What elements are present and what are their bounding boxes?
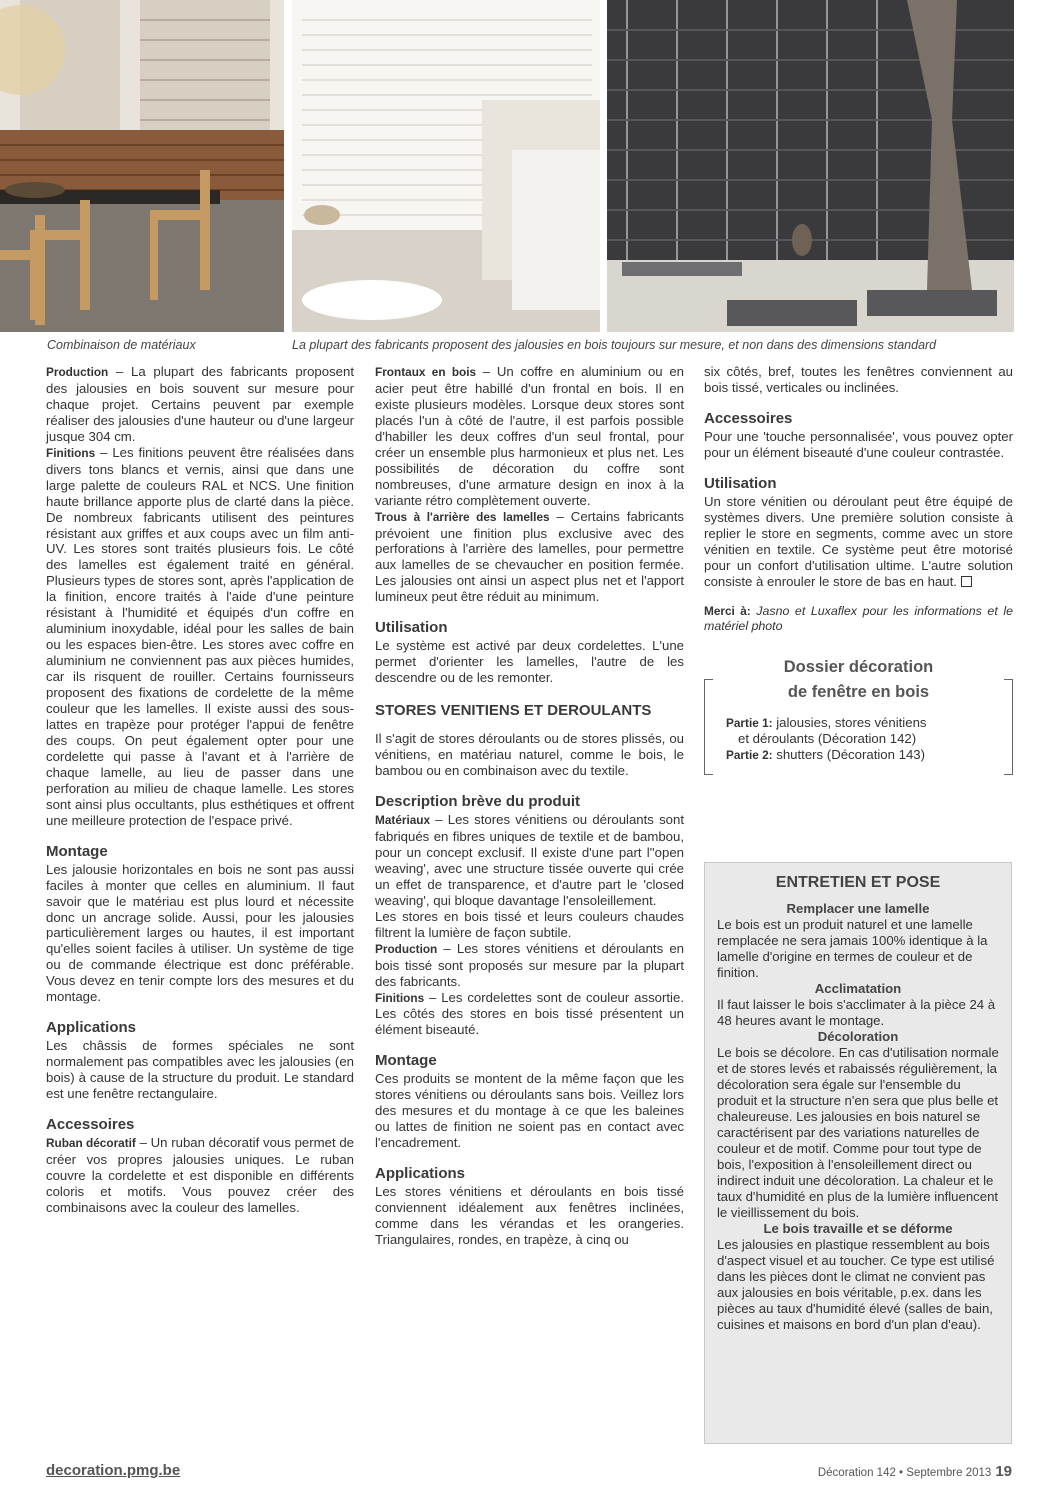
entretien-text-3: Le bois se décolore. En cas d'utilisation normale et de stores levés et rabaissés régulièrement, la décoloration sera égale sur l'ensemble du produit et la structure n'en sera que plus belle et chaleureuse. Les jalousies en bois naturel se caractérisent par des variations naturelles de couleur et de motif. Comme pour tout type de bois, l'exposition à l'ensoleillement direct ou indirect induit une décoloration. La chaleur et le taux d'humidité en plus de la lumière influencent le vieillissement du bois. [717,1045,999,1220]
text-materiaux: – Les stores vénitiens ou déroulants sont fabriqués en fibres uniques de textile et de bambou, pour un concept exclusif. Il existe d'une part l''open weaving', avec une structure tissée ouverte qui crée un effet de transparence, et d'autre part le 'closed weaving', qui bloque davantage l'ensoleillement. [375,812,684,908]
entretien-title: ENTRETIEN ET POSE [775,874,941,891]
caption-left: Combinaison de matériaux [47,338,196,352]
text-finitions-2: – Les cordelettes sont de couleur assortie. Les côtés des stores en bois tissé présentent un élément biseauté. [375,989,684,1038]
heading-description: Description brève du produit [375,793,581,811]
entretien-text-2: Il faut laisser le bois s'acclimater à la pièce 24 à 48 heures avant le montage. [717,997,996,1028]
dossier-part-1-cont: et déroulants (Décoration 142) [738,731,917,747]
photo-bedroom [292,0,600,332]
paragraph-stores: Il s'agit de stores déroulants ou de stores plissés, ou vénitiens, en matériau naturel, comme le bois, le bambou ou en combinaison avec du textile. [375,731,684,779]
dossier-part-2-lead: Partie 2: [726,748,773,763]
text-ruban: – Un ruban décoratif vous permet de créer vos propres jalousies uniques. Le ruban couvre la cordelette et est disponible en différents coloris et motifs. Vous pouvez créer des combinaisons avec la couleur des lamelles. [46,1135,354,1215]
lead-finitions: Finitions [46,445,96,460]
heading-utilisation-2: Utilisation [704,474,777,492]
paragraph-applications: Les châssis de formes spéciales ne sont normalement pas compatibles avec les jalousies (en bois) à cause de la structure du produit. Le standard est une fenêtre rectangulaire. [46,1038,354,1102]
heading-stores: STORES VENITIENS ET DEROULANTS [375,702,652,720]
paragraph-frontaux [375,364,684,509]
lead-materiaux: Matériaux [375,813,431,828]
photo-living-tree [607,0,1014,332]
heading-montage: Montage [46,842,108,860]
paragraph-ruban [46,1135,354,1216]
lead-trous: Trous à l'arrière des lamelles [375,509,550,524]
paragraph-finitions-2 [375,990,684,1039]
entretien-sub-4: Le bois travaille et se déforme [763,1221,953,1236]
footer-website-link[interactable]: decoration.pmg.be [46,1462,181,1479]
paragraph-continuation: six côtés, bref, toutes les fenêtres conviennent au bois tissé, verticales ou inclinées. [704,364,1013,395]
footer-issue-text: Décoration 142 • Septembre 2013 [817,1467,992,1479]
dossier-box [704,655,1013,773]
end-square-icon [961,576,972,587]
text-finitions: – Les finitions peuvent être réalisées dans divers tons blancs et vernis, ainsi que dans une large palette de couleurs RAL et NCS. Une finition haute brillance apporte plus de clarté dans la pièce. De nombreux fabricants utilisent des peintures résistant aux griffes et aux coups avec un film anti-UV. Les stores sont traités plusieurs fois. Le côté des lamelles est également traité en général. Plusieurs types de stores sont, après l'application de la finition, encore traités à l'aide d'une peinture résistant à l'humidité et équipés d'un coffre en aluminium inoxydable, idéal pour les salles de bain ou les espaces bien-être. Les stores avec coffre en aluminium ne conviennent pas aux pièces humides, car ils risquent de rouiller. Certains fournisseurs proposent des fixations de cordelette de la même couleur que les lamelles. Il existe aussi des sous-lattes en trapèze pour protéger l'appui de fenêtre des coups. On peut également opter pour une cordelette qui passe à l'avant et à l'arrière de chaque lamelle, au lieu de passer dans une perforation au milieu de chaque lamelle. Les stores sont ainsi plus occultants, plus esthétiques et offrent une meilleure protection de l'espace privé. [46,444,354,828]
dossier-parts [726,715,1013,763]
dossier-part-1-lead: Partie 1: [726,716,773,731]
bracket-right [1004,679,1013,775]
lead-production-2: Production [375,941,438,956]
paragraph-production-2 [375,941,684,990]
paragraph-finitions [46,445,354,829]
entretien-text-4: Les jalousies en plastique ressemblent au bois d'aspect visuel et au toucher. Ce type est utilisé dans les pièces dont le climat ne convient pas aux jalousies en bois véritable, p.ex. dans les pièces au taux d'humidité élevé (salles de bain, cuisines et maisons en bord d'un plan d'eau). [717,1237,995,1332]
column-3 [704,364,1013,773]
paragraph-production [46,364,354,445]
paragraph-materiaux [375,812,684,909]
dossier-part-2-text: shutters (Décoration 143) [772,747,926,763]
text-production: – La plupart des fabricants proposent des jalousies en bois souvent sur mesure pour chaque projet. Certains peuvent par exemple réaliser des jalousies d'une hauteur ou d'une largeur jusque 304 cm. [46,364,354,444]
paragraph-montage: Les jalousie horizontales en bois ne sont pas aussi faciles à monter que celles en aluminium. Il faut savoir que le matériau est plus lourd et nécessite donc un ancrage solide. Aussi, pour les jalousies particulièrement larges ou hautes, il est important qu'elles soient faciles à utiliser. Un système de tige ou de commande électrique est donc préférable. Vous devez en tenir compte lors des mesures et du montage. [46,861,354,1005]
heading-accessoires-2: Accessoires [704,409,793,427]
page-number: 19 [995,1463,1012,1480]
photo-dining-room [0,0,284,332]
entretien-box [704,862,1012,1444]
lead-thanks: Merci à: [704,603,751,618]
paragraph-applications-2: Les stores vénitiens et déroulants en bois tissé conviennent idéalement aux fenêtres inclinées, comme dans les vérandas et les orangeries. Triangulaires, rondes, en trapèze, à cinq ou [375,1184,684,1247]
entretien-sub-1: Remplacer une lamelle [786,901,930,916]
heading-accessoires: Accessoires [46,1116,135,1134]
column-2 [375,364,684,1248]
heading-applications-2: Applications [375,1165,466,1183]
paragraph-thanks [704,604,1013,636]
heading-applications: Applications [46,1019,137,1037]
dossier-part-2 [726,747,1013,763]
lead-ruban: Ruban décoratif [46,1136,136,1151]
paragraph-trous [375,509,684,606]
entretien-sub-2: Acclimatation [814,981,902,996]
entretien-text-1: Le bois est un produit naturel et une lamelle remplacée ne sera jamais 100% identique à la lamelle d'origine en termes de couleur et de finition. [717,917,988,980]
paragraph-utilisation: Le système est activé par deux cordelettes. L'une permet d'orienter les lamelles, l'autre de les descendre ou de les remonter. [375,638,684,686]
dossier-part-1 [726,715,1013,731]
text-frontaux: – Un coffre en aluminium ou en acier peut être habillé d'un frontal en bois. Il en existe plusieurs modèles. Lorsque deux stores sont placés l'un à côté de l'autre, il est parfois possible d'habiller les deux coffres d'un seul frontal, pour créer un ensemble plus harmonieux et plus net. Les possibilités de décoration du coffre sont nombreuses, d'une armature design en inox à la variante rétro complètement ouverte. [375,364,685,508]
dossier-title-line2: de fenêtre en bois [787,683,930,702]
lead-finitions-2: Finitions [375,990,425,1005]
heading-montage-2: Montage [375,1052,437,1070]
footer-issue [818,1463,1012,1480]
text-thanks: Jasno et Luxaflex pour les informations et le matériel photo [704,603,1013,634]
paragraph-accessoires-2: Pour une 'touche personnalisée', vous pouvez opter pour un élément biseauté d'une couleur contrastée. [704,428,1013,460]
paragraph-tisse: Les stores en bois tissé et leurs couleurs chaudes filtrent la lumière de façon subtile. [375,908,684,940]
dossier-title-line1: Dossier décoration [783,658,934,677]
bracket-left [704,679,713,775]
text-trous: – Certains fabricants prévoient une finition plus exclusive avec des perforations à l'arrière des lamelles, pour permettre aux lamelles de se chevaucher en position fermée. Les jalousies ont ainsi un aspect plus net et l'apport lumineux peut être réduit au minimum. [375,508,685,605]
column-1 [46,364,354,1216]
entretien-sub-3: Décoloration [817,1029,899,1044]
lead-production: Production [46,365,109,379]
caption-right: La plupart des fabricants proposent des jalousies en bois toujours sur mesure, et non dans des dimensions standard [292,338,937,352]
dossier-part-1-text: jalousies, stores vénitiens [772,715,927,731]
text-utilisation-2: Un store vénitien ou déroulant peut être équipé de systèmes divers. Une première solution consiste à replier le store en segments, comme avec un store vénitien en textile. Ce système peut être motorisé pour un confort d'utilisation ultime. L'autre solution consiste à enrouler le store de bas en haut. [704,493,1013,589]
heading-utilisation: Utilisation [375,619,448,637]
paragraph-utilisation-2 [704,494,1013,590]
lead-frontaux: Frontaux en bois [375,365,477,379]
paragraph-montage-2: Ces produits se montent de la même façon que les stores vénitiens ou déroulants sans bois. Veillez lors des mesures et du montage à ce que les baleines ou lattes de finition ne soient pas en contact avec l'encadrement. [375,1071,684,1151]
text-production-2: – Les stores vénitiens et déroulants en bois tissé sont proposés sur mesure par la plupart des fabricants. [375,940,684,989]
